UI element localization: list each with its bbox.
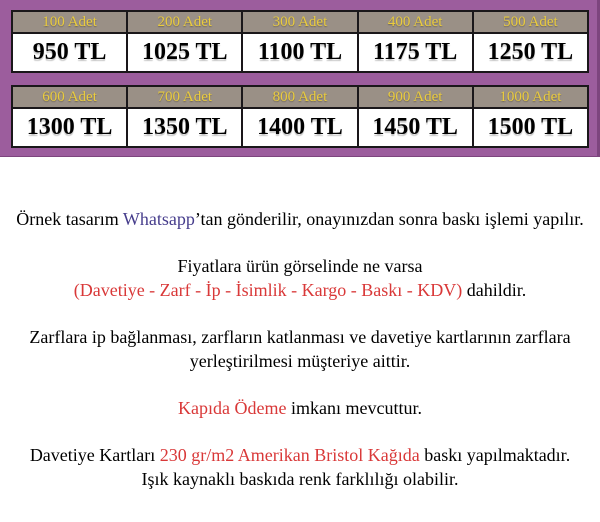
qty-header-cell: 500 Adet bbox=[473, 11, 588, 33]
note-text: yerleştirilmesi müşteriye aittir. bbox=[189, 351, 411, 371]
quantity-header-row bbox=[12, 86, 588, 108]
whatsapp-text: Whatsapp bbox=[122, 209, 195, 229]
price-cell: 1250 TL bbox=[473, 33, 588, 72]
qty-header-cell: 300 Adet bbox=[242, 11, 357, 33]
note-text: imkanı mevcuttur. bbox=[286, 398, 422, 418]
qty-header-cell: 600 Adet bbox=[12, 86, 127, 108]
qty-header-cell: 400 Adet bbox=[358, 11, 473, 33]
price-row bbox=[12, 108, 588, 147]
note-customer-tasks bbox=[0, 325, 600, 373]
price-cell: 1500 TL bbox=[473, 108, 588, 147]
qty-header-cell: 900 Adet bbox=[358, 86, 473, 108]
note-text: Zarflara ip bağlanması, zarfların katlanması ve davetiye kartlarının zarflara bbox=[29, 327, 571, 347]
note-cash-on-delivery bbox=[0, 396, 600, 420]
info-notes bbox=[0, 157, 600, 491]
price-table-600-1000 bbox=[11, 85, 589, 148]
note-text: Işık kaynaklı baskıda renk farklılığı olabilir. bbox=[141, 469, 459, 489]
qty-header-cell: 200 Adet bbox=[127, 11, 242, 33]
note-text: dahildir. bbox=[462, 280, 527, 300]
price-cell: 950 TL bbox=[12, 33, 127, 72]
note-text: baskı yapılmaktadır. bbox=[419, 445, 571, 465]
price-table-100-500 bbox=[11, 10, 589, 73]
price-banner bbox=[0, 0, 600, 157]
price-row bbox=[12, 33, 588, 72]
price-cell: 1450 TL bbox=[358, 108, 473, 147]
qty-header-cell: 700 Adet bbox=[127, 86, 242, 108]
price-cell: 1300 TL bbox=[12, 108, 127, 147]
note-paper-info bbox=[0, 443, 600, 491]
quantity-header-row bbox=[12, 11, 588, 33]
note-text: Fiyatlara ürün görselinde ne varsa bbox=[177, 256, 423, 276]
qty-header-cell: 800 Adet bbox=[242, 86, 357, 108]
note-text: Örnek tasarım bbox=[16, 209, 123, 229]
note-design-approval bbox=[0, 207, 600, 231]
price-cell: 1025 TL bbox=[127, 33, 242, 72]
included-items-text: (Davetiye - Zarf - İp - İsimlik - Kargo - Baskı - KDV) bbox=[73, 280, 463, 300]
cash-on-delivery-text: Kapıda Ödeme bbox=[178, 398, 287, 418]
paper-spec-text: 230 gr/m2 Amerikan Bristol Kağıda bbox=[159, 445, 420, 465]
qty-header-cell: 1000 Adet bbox=[473, 86, 588, 108]
price-cell: 1100 TL bbox=[242, 33, 357, 72]
price-cell: 1175 TL bbox=[358, 33, 473, 72]
note-price-includes bbox=[0, 254, 600, 302]
qty-header-cell: 100 Adet bbox=[12, 11, 127, 33]
note-text: Davetiye Kartları bbox=[29, 445, 160, 465]
note-text: ’tan gönderilir, onayınızdan sonra baskı işlemi yapılır. bbox=[194, 209, 584, 229]
price-cell: 1350 TL bbox=[127, 108, 242, 147]
price-cell: 1400 TL bbox=[242, 108, 357, 147]
